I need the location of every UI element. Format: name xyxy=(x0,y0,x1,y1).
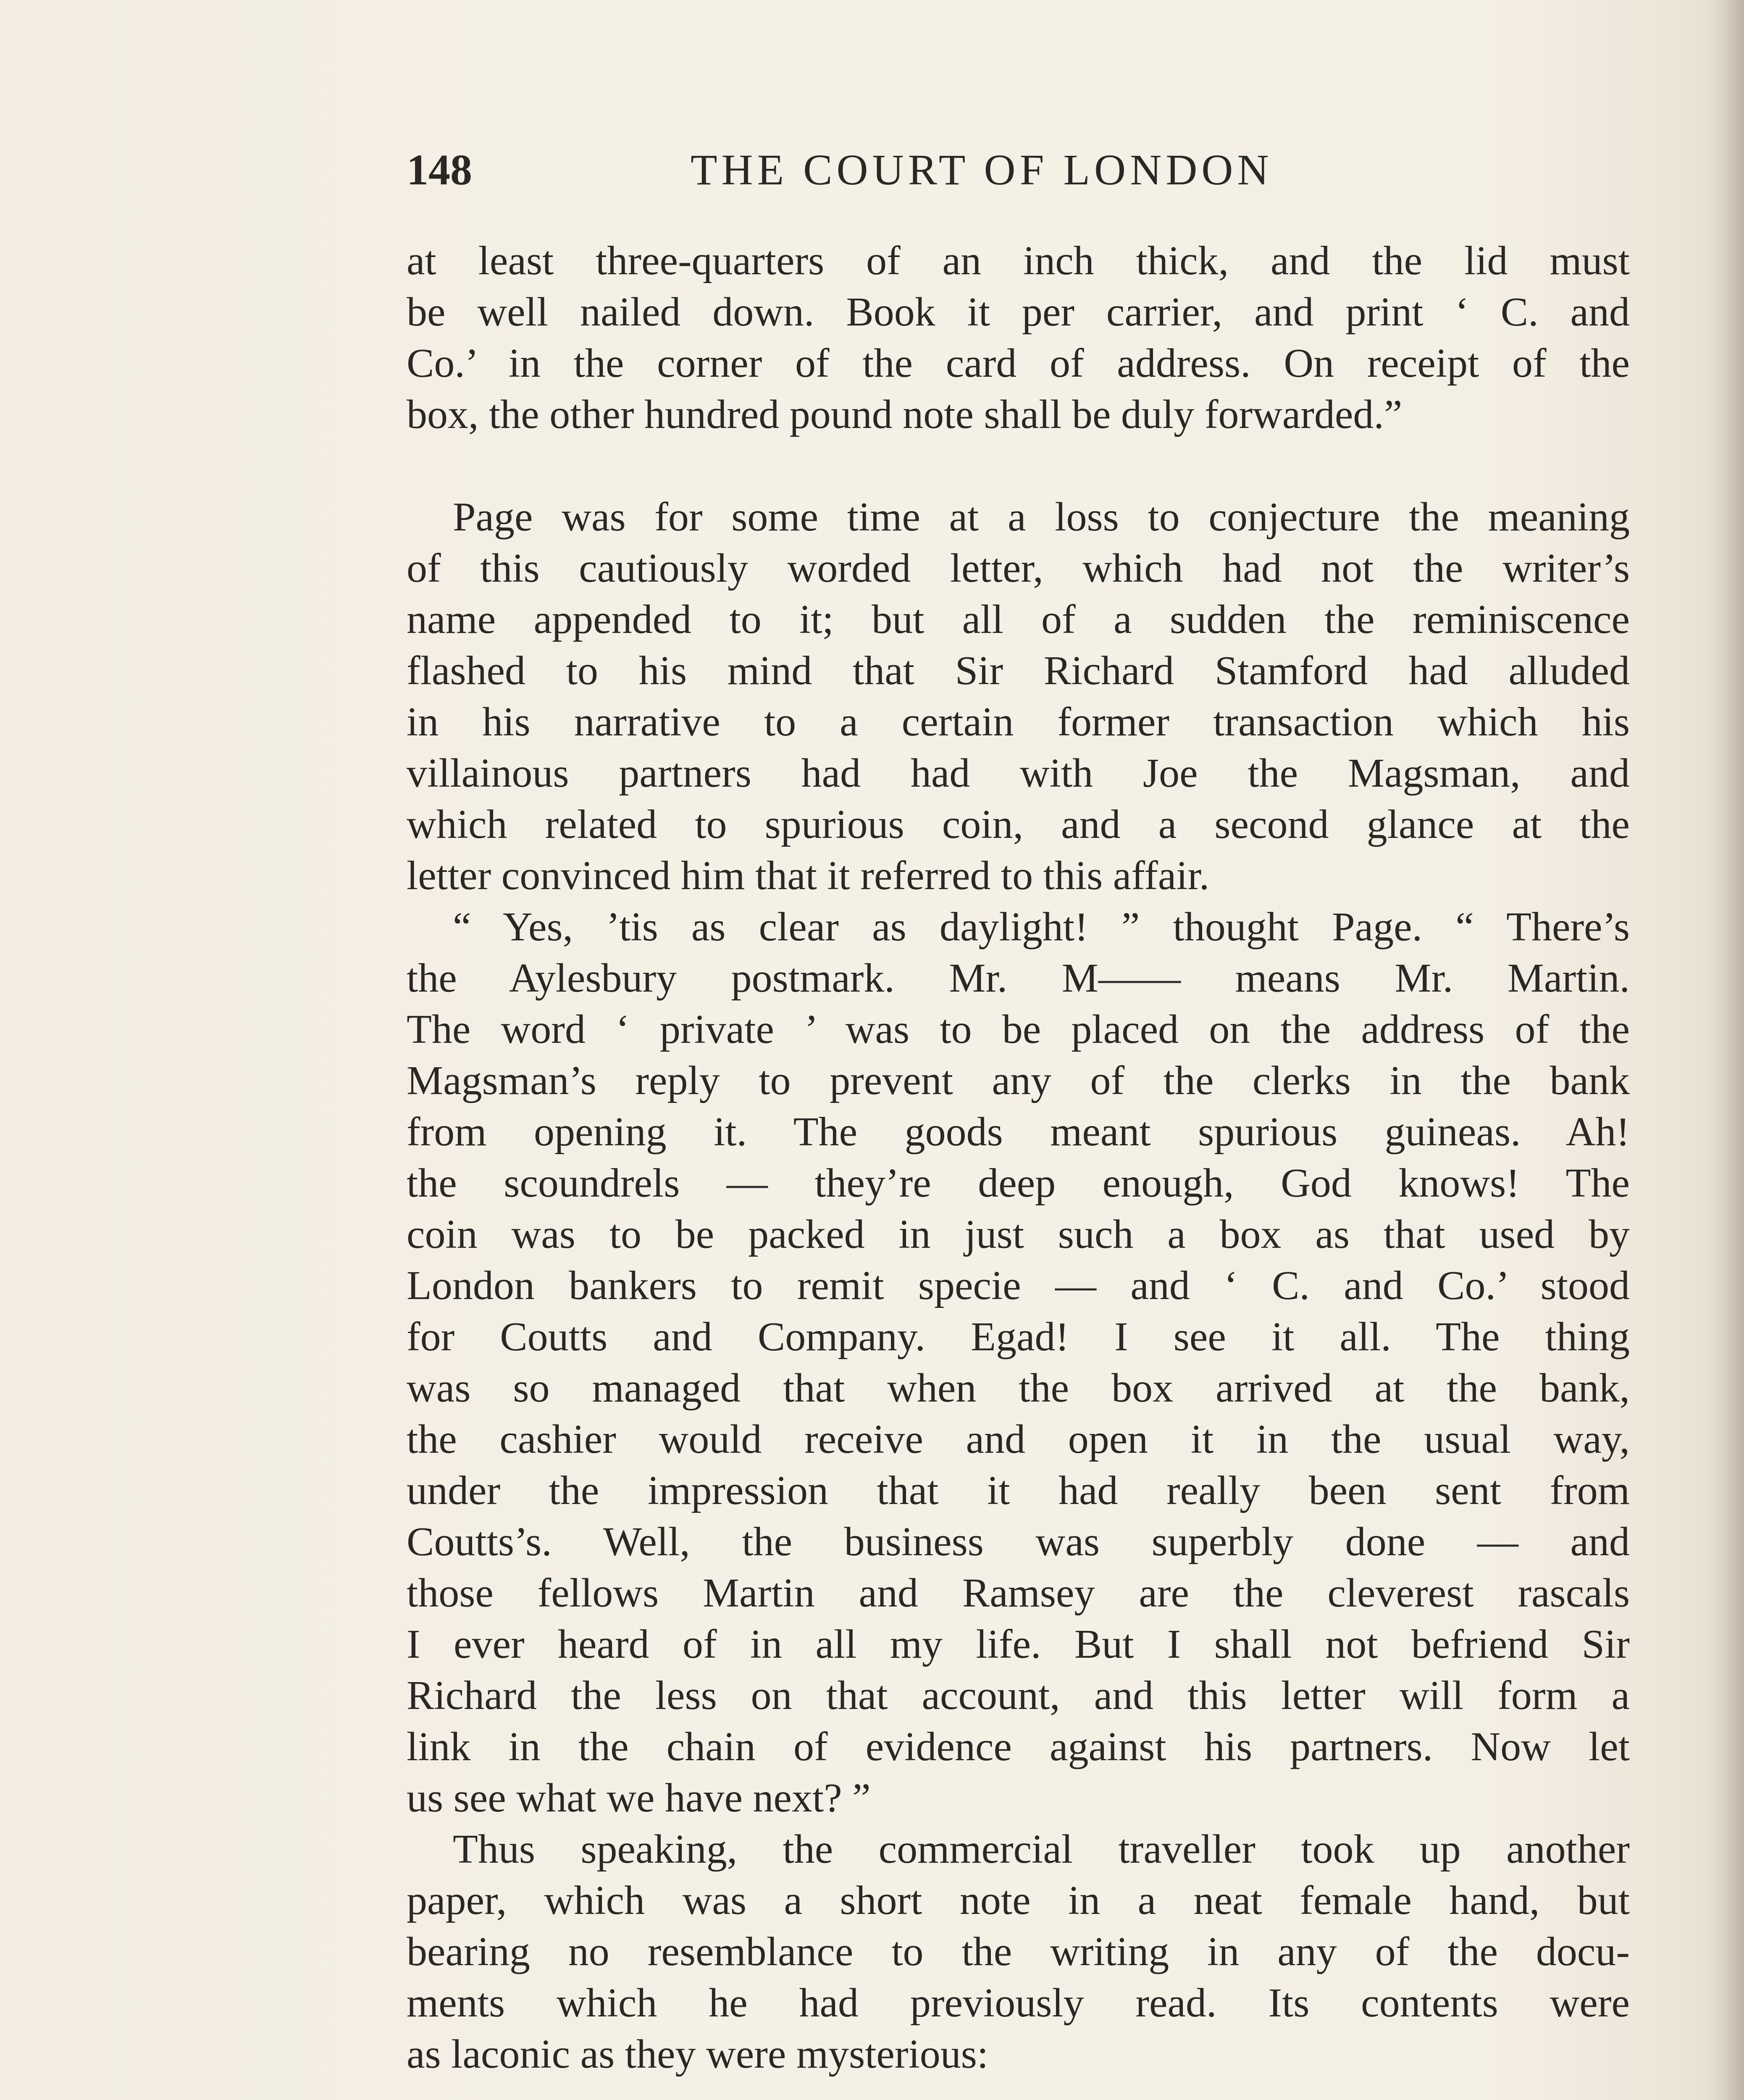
text-line: the scoundrels — they’re deep enough, God knows! The xyxy=(407,1160,1630,1206)
text-line: at least three-quarters of an inch thick, and the lid must xyxy=(407,238,1630,284)
text-line: “ Yes, ’tis as clear as daylight! ” thought Page. “ There’s xyxy=(453,904,1630,950)
text-line: as laconic as they were mysterious: xyxy=(407,2032,989,2077)
paragraph-another-paper xyxy=(407,1824,1630,2080)
text-line: paper, which was a short note in a neat female hand, but xyxy=(407,1878,1630,1923)
paragraph-letter-end xyxy=(407,235,1630,440)
text-line: for Coutts and Company. Egad! I see it all. The thing xyxy=(407,1314,1630,1360)
text-line: under the impression that it had really been sent from xyxy=(407,1468,1630,1513)
text-line: the Aylesbury postmark. Mr. M—— means Mr. Martin. xyxy=(407,956,1630,1001)
text-line: Co.’ in the corner of the card of address. On receipt of the xyxy=(407,341,1630,386)
page-gutter-shadow xyxy=(1708,0,1725,2100)
text-line: bearing no resemblance to the writing in any of the docu- xyxy=(407,1929,1630,1974)
paragraph-page-conjecture xyxy=(407,491,1630,901)
text-line: the cashier would receive and open it in the usual way, xyxy=(407,1417,1630,1462)
text-line: ments which he had previously read. Its contents were xyxy=(407,1980,1630,2026)
text-line: Magsman’s reply to prevent any of the clerks in the bank xyxy=(407,1058,1630,1103)
text-line: coin was to be packed in just such a box as that used by xyxy=(407,1212,1630,1257)
text-line: in his narrative to a certain former transaction which his xyxy=(407,699,1630,745)
body-text xyxy=(407,235,1630,2100)
text-line: Page was for some time at a loss to conjecture the meaning xyxy=(453,494,1630,540)
paragraph-gap xyxy=(407,440,1630,491)
text-line: link in the chain of evidence against his partners. Now let xyxy=(407,1724,1630,1769)
text-line: us see what we have next? ” xyxy=(407,1775,871,1821)
text-line: Coutts’s. Well, the business was superbly done — and xyxy=(407,1519,1630,1564)
text-line: The word ‘ private ’ was to be placed on the address of the xyxy=(407,1007,1630,1052)
page-number: 148 xyxy=(407,146,472,194)
page-edge xyxy=(1725,0,1744,2100)
text-line: from opening it. The goods meant spurious guineas. Ah! xyxy=(407,1109,1630,1155)
text-line: be well nailed down. Book it per carrier, and print ‘ C. and xyxy=(407,289,1630,335)
text-line: was so managed that when the box arrived at the bank, xyxy=(407,1365,1630,1411)
text-line: name appended to it; but all of a sudden the reminiscence xyxy=(407,597,1630,642)
text-line: those fellows Martin and Ramsey are the cleverest rascals xyxy=(407,1570,1630,1616)
text-line: Thus speaking, the commercial traveller took up another xyxy=(453,1827,1630,1872)
text-line: I ever heard of in all my life. But I shall not befriend Sir xyxy=(407,1622,1630,1667)
text-line: London bankers to remit specie — and ‘ C. and Co.’ stood xyxy=(407,1263,1630,1308)
paragraph-page-monologue xyxy=(407,901,1630,1824)
running-head: THE COURT OF LONDON xyxy=(691,146,1273,194)
text-line: box, the other hundred pound note shall be duly forwarded.” xyxy=(407,392,1403,437)
text-line: letter convinced him that it referred to this affair. xyxy=(407,853,1210,898)
text-line: Richard the less on that account, and this letter will form a xyxy=(407,1673,1630,1718)
text-line: villainous partners had had with Joe the Magsman, and xyxy=(407,751,1630,796)
text-line: which related to spurious coin, and a second glance at the xyxy=(407,802,1630,847)
page-header xyxy=(407,145,1630,200)
text-line: of this cautiously worded letter, which had not the writer’s xyxy=(407,546,1630,591)
text-line: flashed to his mind that Sir Richard Stamford had alluded xyxy=(407,648,1630,693)
paragraph-gap xyxy=(407,2080,1630,2100)
